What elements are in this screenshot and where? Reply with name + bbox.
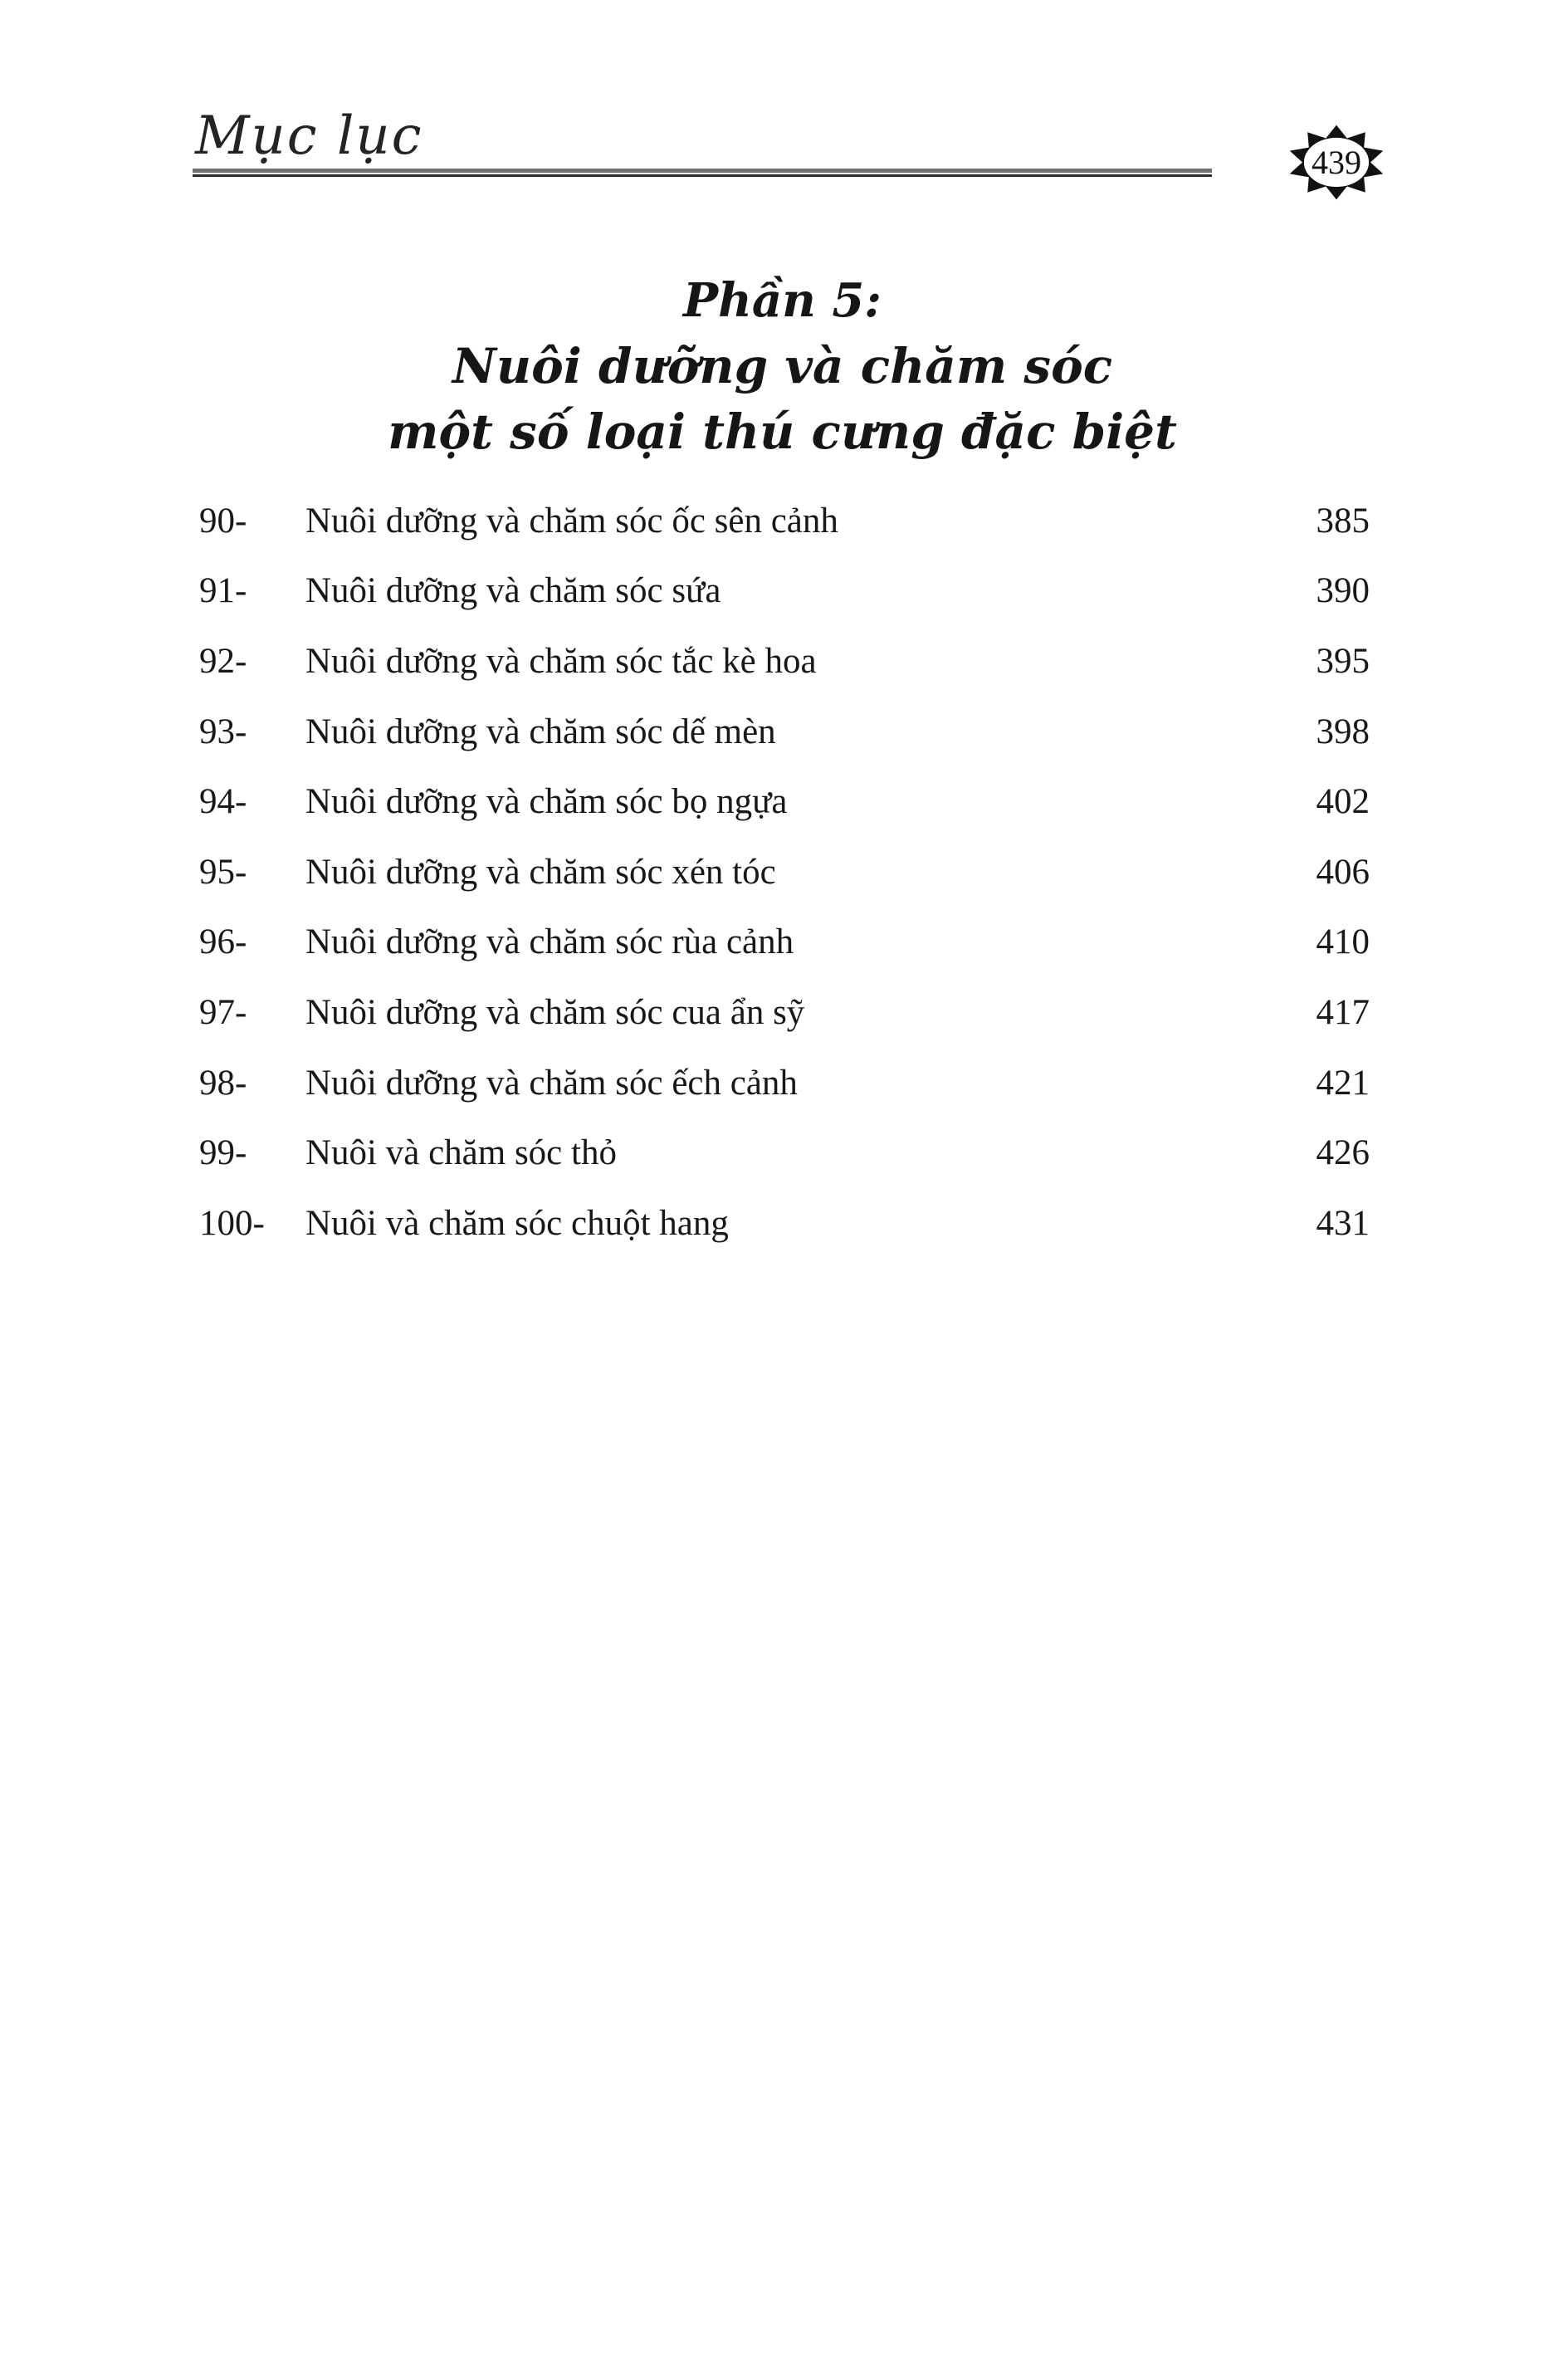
toc-entry-title: Nuôi dưỡng và chăm sóc sứa bbox=[305, 571, 721, 611]
toc-entry-number: 91- bbox=[199, 571, 247, 611]
toc-entry-page: 390 bbox=[1316, 571, 1370, 611]
toc-entry-title: Nuôi dưỡng và chăm sóc tắc kè hoa bbox=[305, 641, 817, 681]
section-title-line-2: Nuôi dưỡng và chăm sóc bbox=[452, 338, 1113, 394]
page-number-badge bbox=[1285, 122, 1388, 203]
header-rule bbox=[193, 169, 1212, 178]
toc-entry-page: 421 bbox=[1316, 1063, 1370, 1103]
toc-entry-number: 95- bbox=[199, 852, 247, 892]
toc-entry-number: 92- bbox=[199, 641, 247, 681]
toc-entry bbox=[199, 486, 1370, 556]
toc-entry bbox=[199, 697, 1370, 767]
toc-entry-title: Nuôi dưỡng và chăm sóc bọ ngựa bbox=[305, 782, 788, 822]
section-title bbox=[195, 267, 1370, 465]
section-title-line-3: một số loại thú cưng đặc biệt bbox=[388, 404, 1177, 460]
toc-entry-page: 395 bbox=[1316, 641, 1370, 681]
toc-entry bbox=[199, 1048, 1370, 1118]
toc-entry-number: 93- bbox=[199, 712, 247, 751]
toc-entry-page: 417 bbox=[1316, 992, 1370, 1032]
running-head-title: Mục lục bbox=[195, 105, 423, 167]
toc-entry bbox=[199, 1188, 1370, 1259]
toc-entry-page: 426 bbox=[1316, 1133, 1370, 1173]
toc-entry-number: 100- bbox=[199, 1203, 265, 1243]
toc-entry-title: Nuôi dưỡng và chăm sóc cua ẩn sỹ bbox=[305, 992, 805, 1032]
toc-entry-page: 431 bbox=[1316, 1203, 1370, 1243]
header-rule-thin-line bbox=[193, 174, 1212, 177]
toc-entry bbox=[199, 907, 1370, 978]
starburst-icon bbox=[1285, 122, 1388, 203]
toc-entry-number: 98- bbox=[199, 1063, 247, 1103]
toc-entry-title: Nuôi dưỡng và chăm sóc rùa cảnh bbox=[305, 922, 794, 962]
toc-entry-number: 90- bbox=[199, 501, 247, 541]
toc-entry bbox=[199, 556, 1370, 627]
toc-entry bbox=[199, 626, 1370, 697]
toc-entry bbox=[199, 977, 1370, 1048]
toc-entry-title: Nuôi dưỡng và chăm sóc ốc sên cảnh bbox=[305, 501, 838, 541]
toc-entry-page: 410 bbox=[1316, 922, 1370, 962]
toc-entry-page: 385 bbox=[1316, 501, 1370, 541]
toc-entry bbox=[199, 766, 1370, 837]
toc-entry-number: 96- bbox=[199, 922, 247, 962]
toc-entry-number: 97- bbox=[199, 992, 247, 1032]
section-title-part-label: Phần 5: bbox=[683, 273, 882, 328]
page-number-badge-text: 439 bbox=[1311, 143, 1362, 181]
toc-entry-title: Nuôi dưỡng và chăm sóc ếch cảnh bbox=[305, 1063, 798, 1103]
toc-entry bbox=[199, 1118, 1370, 1188]
toc-entry-title: Nuôi dưỡng và chăm sóc xén tóc bbox=[305, 852, 776, 892]
toc-entry-title: Nuôi dưỡng và chăm sóc dế mèn bbox=[305, 712, 776, 751]
toc-list bbox=[199, 486, 1370, 1259]
toc-entry-page: 398 bbox=[1316, 712, 1370, 751]
toc-entry-number: 99- bbox=[199, 1133, 247, 1173]
toc-entry-page: 402 bbox=[1316, 782, 1370, 822]
toc-entry-title: Nuôi và chăm sóc thỏ bbox=[305, 1133, 617, 1173]
toc-entry-page: 406 bbox=[1316, 852, 1370, 892]
toc-entry-title: Nuôi và chăm sóc chuột hang bbox=[305, 1203, 729, 1243]
toc-entry-number: 94- bbox=[199, 782, 247, 822]
toc-entry bbox=[199, 837, 1370, 907]
